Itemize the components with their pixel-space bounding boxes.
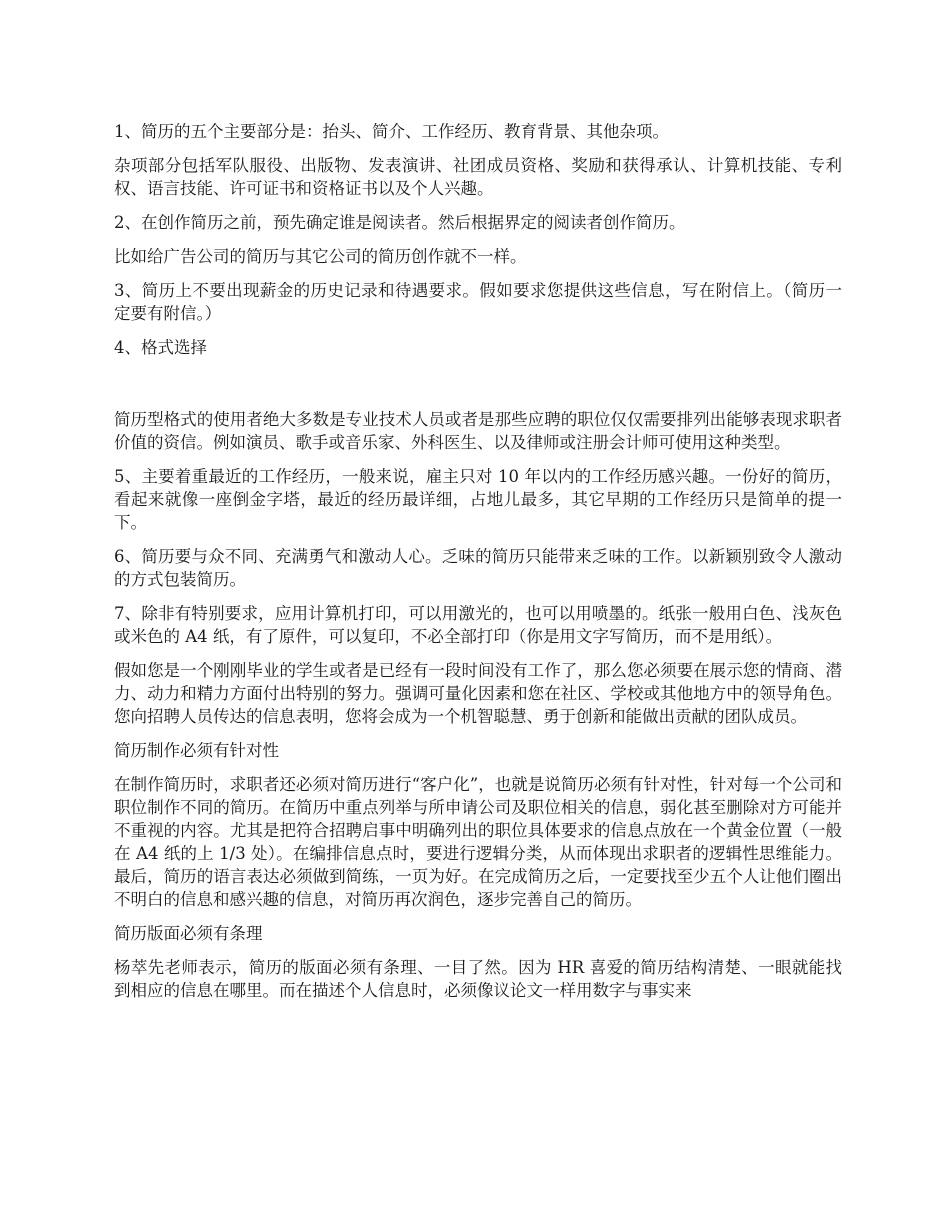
paragraph-9: 7、除非有特别要求，应用计算机打印，可以用激光的，也可以用喷墨的。纸张一般用白色、浅灰色或米色的 A4 纸，有了原件，可以复印，不必全部打印（你是用文字写简历，而不是用纸）。 bbox=[114, 604, 842, 646]
section-heading-format: 4、格式选择 bbox=[114, 338, 207, 357]
document-body bbox=[114, 120, 842, 1013]
blank-gap bbox=[114, 370, 842, 408]
paragraph-1: 1、简历的五个主要部分是：抬头、简介、工作经历、教育背景、其他杂项。 bbox=[114, 122, 669, 141]
paragraph-12: 杨萃先老师表示，简历的版面必须有条理、一目了然。因为 HR 喜爱的简历结构清楚、一眼就能找到相应的信息在哪里。而在描述个人信息时，必须像议论文一样用数字与事实来 bbox=[114, 958, 842, 1000]
paragraph-10: 假如您是一个刚刚毕业的学生或者是已经有一段时间没有工作了，那么您必须要在展示您的情商、潜力、动力和精力方面付出特别的努力。强调可量化因素和您在社区、学校或其他地方中的领导角色。您向招聘人员传达的信息表明，您将会成为一个机智聪慧、勇于创新和能做出贡献的团队成员。 bbox=[114, 661, 842, 726]
paragraph-7: 5、主要着重最近的工作经历，一般来说，雇主只对 10 年以内的工作经历感兴趣。一份好的简历，看起来就像一座倒金字塔，最近的经历最详细，占地儿最多，其它早期的工作经历只是简单的提一下。 bbox=[114, 467, 842, 532]
paragraph-3: 2、在创作简历之前，预先确定谁是阅读者。然后根据界定的阅读者创作简历。 bbox=[114, 213, 686, 232]
section-heading-targeted: 简历制作必须有针对性 bbox=[114, 741, 279, 760]
section-heading-layout: 简历版面必须有条理 bbox=[114, 924, 263, 943]
paragraph-11: 在制作简历时，求职者还必须对简历进行“客户化”，也就是说简历必须有针对性，针对每一个公司和职位制作不同的简历。在简历中重点列举与所申请公司及职位相关的信息，弱化甚至删除对方可能并不重视的内容。尤其是把符合招聘启事中明确列出的职位具体要求的信息点放在一个黄金位置（一般在 A4 纸的上 1/3 处）。在编排信息点时，要进行逻辑分类，从而体现出求职者的逻辑性思维能力。最后，简历的语言表达必须做到简练，一页为好。在完成简历之后，一定要找至少五个人让他们圈出不明白的信息和感兴趣的信息，对简历再次润色，逐步完善自己的简历。 bbox=[114, 775, 842, 909]
paragraph-4: 比如给广告公司的简历与其它公司的简历创作就不一样。 bbox=[114, 247, 527, 266]
paragraph-5: 3、简历上不要出现薪金的历史记录和待遇要求。假如要求您提供这些信息，写在附信上。（简历一定要有附信。） bbox=[114, 281, 842, 323]
paragraph-6: 简历型格式的使用者绝大多数是专业技术人员或者是那些应聘的职位仅仅需要排列出能够表现求职者价值的资信。例如演员、歌手或音乐家、外科医生、以及律师或注册会计师可使用这种类型。 bbox=[114, 410, 842, 452]
paragraph-8: 6、简历要与众不同、充满勇气和激动人心。乏味的简历只能带来乏味的工作。以新颖别致令人激动的方式包装简历。 bbox=[114, 547, 842, 589]
paragraph-2: 杂项部分包括军队服役、出版物、发表演讲、社团成员资格、奖励和获得承认、计算机技能、专利权、语言技能、许可证书和资格证书以及个人兴趣。 bbox=[114, 156, 842, 198]
